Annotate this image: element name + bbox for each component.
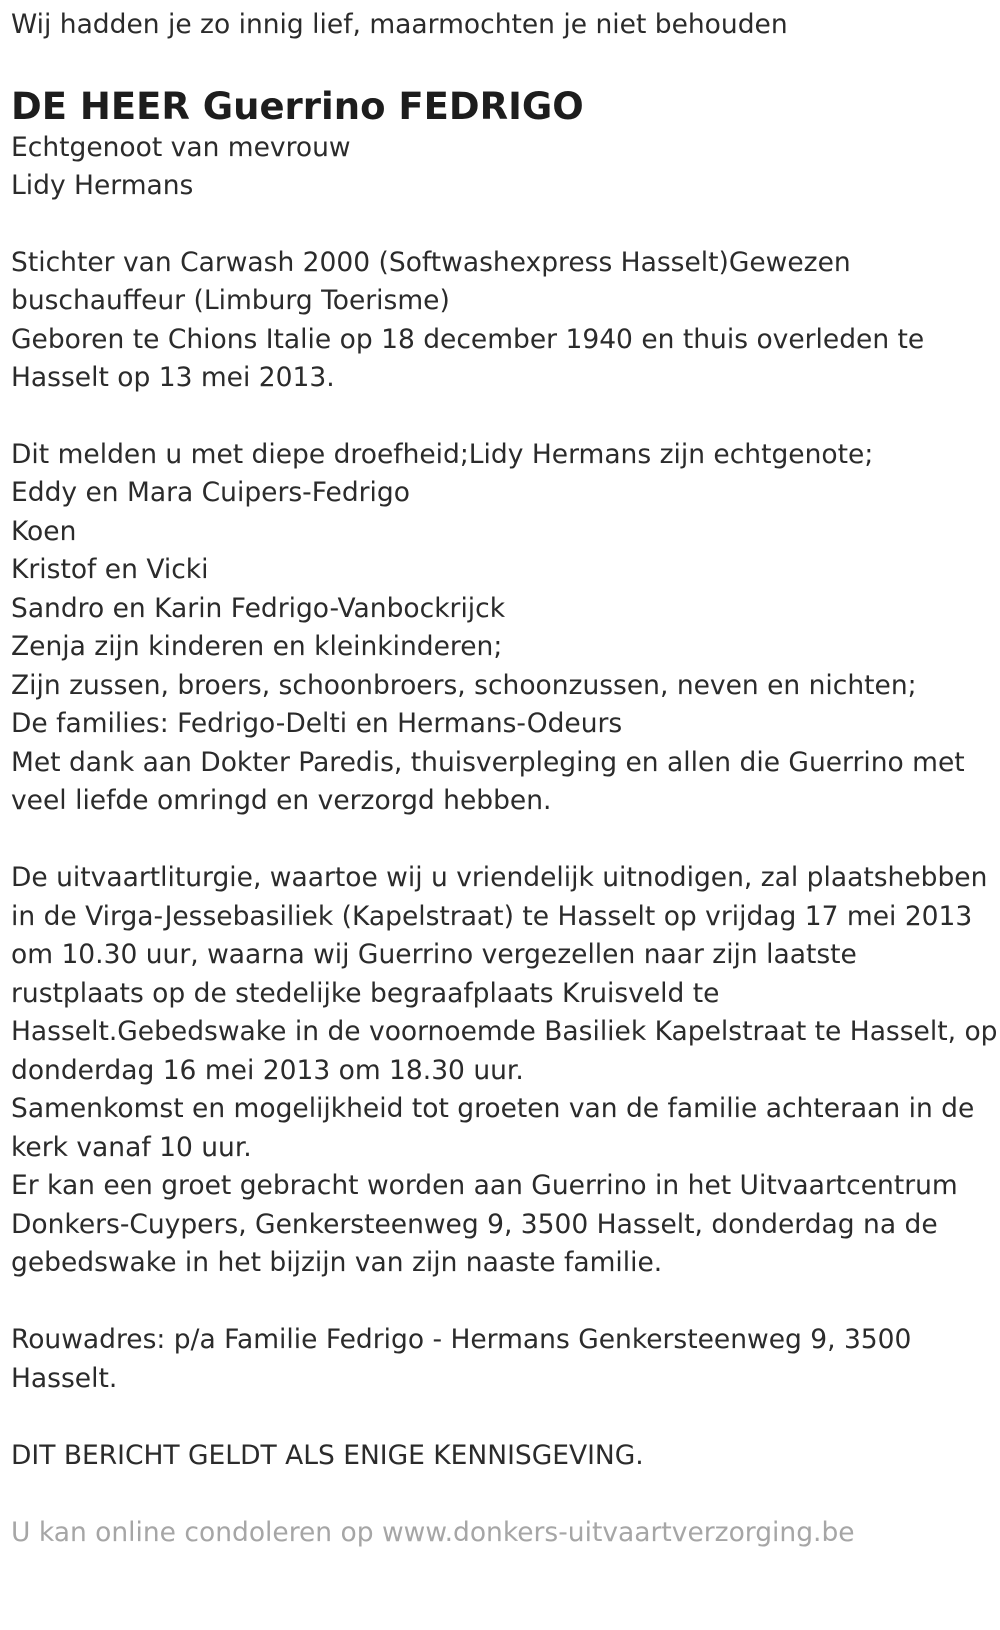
intro-line: Wij hadden je zo innig lief, maarmochten je niet behouden: [11, 9, 788, 40]
funeral-line: donderdag 16 mei 2013 om 18.30 uur.: [11, 1055, 524, 1086]
bio-line: Hasselt op 13 mei 2013.: [11, 362, 335, 393]
family-line: Sandro en Karin Fedrigo-Vanbockrijck: [11, 593, 506, 624]
family-line: Eddy en Mara Cuipers-Fedrigo: [11, 477, 410, 508]
funeral-line: in de Virga-Jessebasiliek (Kapelstraat) te Hasselt op vrijdag 17 mei 2013: [11, 901, 973, 932]
funeral-line: Er kan een groet gebracht worden aan Guerrino in het Uitvaartcentrum: [11, 1170, 958, 1201]
family-line: Met dank aan Dokter Paredis, thuisverpleging en allen die Guerrino met: [11, 747, 965, 778]
spouse-name: Lidy Hermans: [11, 170, 194, 201]
funeral-line: Samenkomst en mogelijkheid tot groeten van de familie achteraan in de: [11, 1093, 975, 1124]
family-line: Zijn zussen, broers, schoonbroers, schoonzussen, neven en nichten;: [11, 670, 917, 701]
funeral-line: om 10.30 uur, waarna wij Guerrino vergezellen naar zijn laatste: [11, 939, 857, 970]
funeral-line: Hasselt.Gebedswake in de voornoemde Basiliek Kapelstraat te Hasselt, op: [11, 1016, 998, 1047]
address-line: Rouwadres: p/a Familie Fedrigo - Hermans Genkersteenweg 9, 3500: [11, 1324, 912, 1355]
bio-line: buschauffeur (Limburg Toerisme): [11, 285, 450, 316]
family-line: Koen: [11, 516, 77, 547]
deceased-name-title: DE HEER Guerrino FEDRIGO: [11, 85, 584, 128]
family-line: Zenja zijn kinderen en kleinkinderen;: [11, 631, 503, 662]
funeral-line: kerk vanaf 10 uur.: [11, 1132, 252, 1163]
bio-line: Stichter van Carwash 2000 (Softwashexpress Hasselt)Gewezen: [11, 247, 851, 278]
family-line: veel liefde omringd en verzorgd hebben.: [11, 785, 552, 816]
condolence-link[interactable]: U kan online condoleren op www.donkers-uitvaartverzorging.be: [11, 1517, 855, 1548]
funeral-line: Donkers-Cuypers, Genkersteenweg 9, 3500 Hasselt, donderdag na de: [11, 1209, 938, 1240]
family-line: De families: Fedrigo-Delti en Hermans-Odeurs: [11, 708, 623, 739]
funeral-line: De uitvaartliturgie, waartoe wij u vriendelijk uitnodigen, zal plaatshebben: [11, 862, 988, 893]
address-line: Hasselt.: [11, 1363, 118, 1394]
funeral-line: gebedswake in het bijzijn van zijn naaste familie.: [11, 1247, 663, 1278]
closing-statement: DIT BERICHT GELDT ALS ENIGE KENNISGEVING.: [11, 1440, 644, 1471]
spouse-line: Echtgenoot van mevrouw: [11, 132, 351, 163]
bio-line: Geboren te Chions Italie op 18 december 1940 en thuis overleden te: [11, 324, 925, 355]
funeral-line: rustplaats op de stedelijke begraafplaats Kruisveld te: [11, 978, 720, 1009]
family-line: Kristof en Vicki: [11, 554, 209, 585]
family-line: Dit melden u met diepe droefheid;Lidy Hermans zijn echtgenote;: [11, 439, 874, 470]
